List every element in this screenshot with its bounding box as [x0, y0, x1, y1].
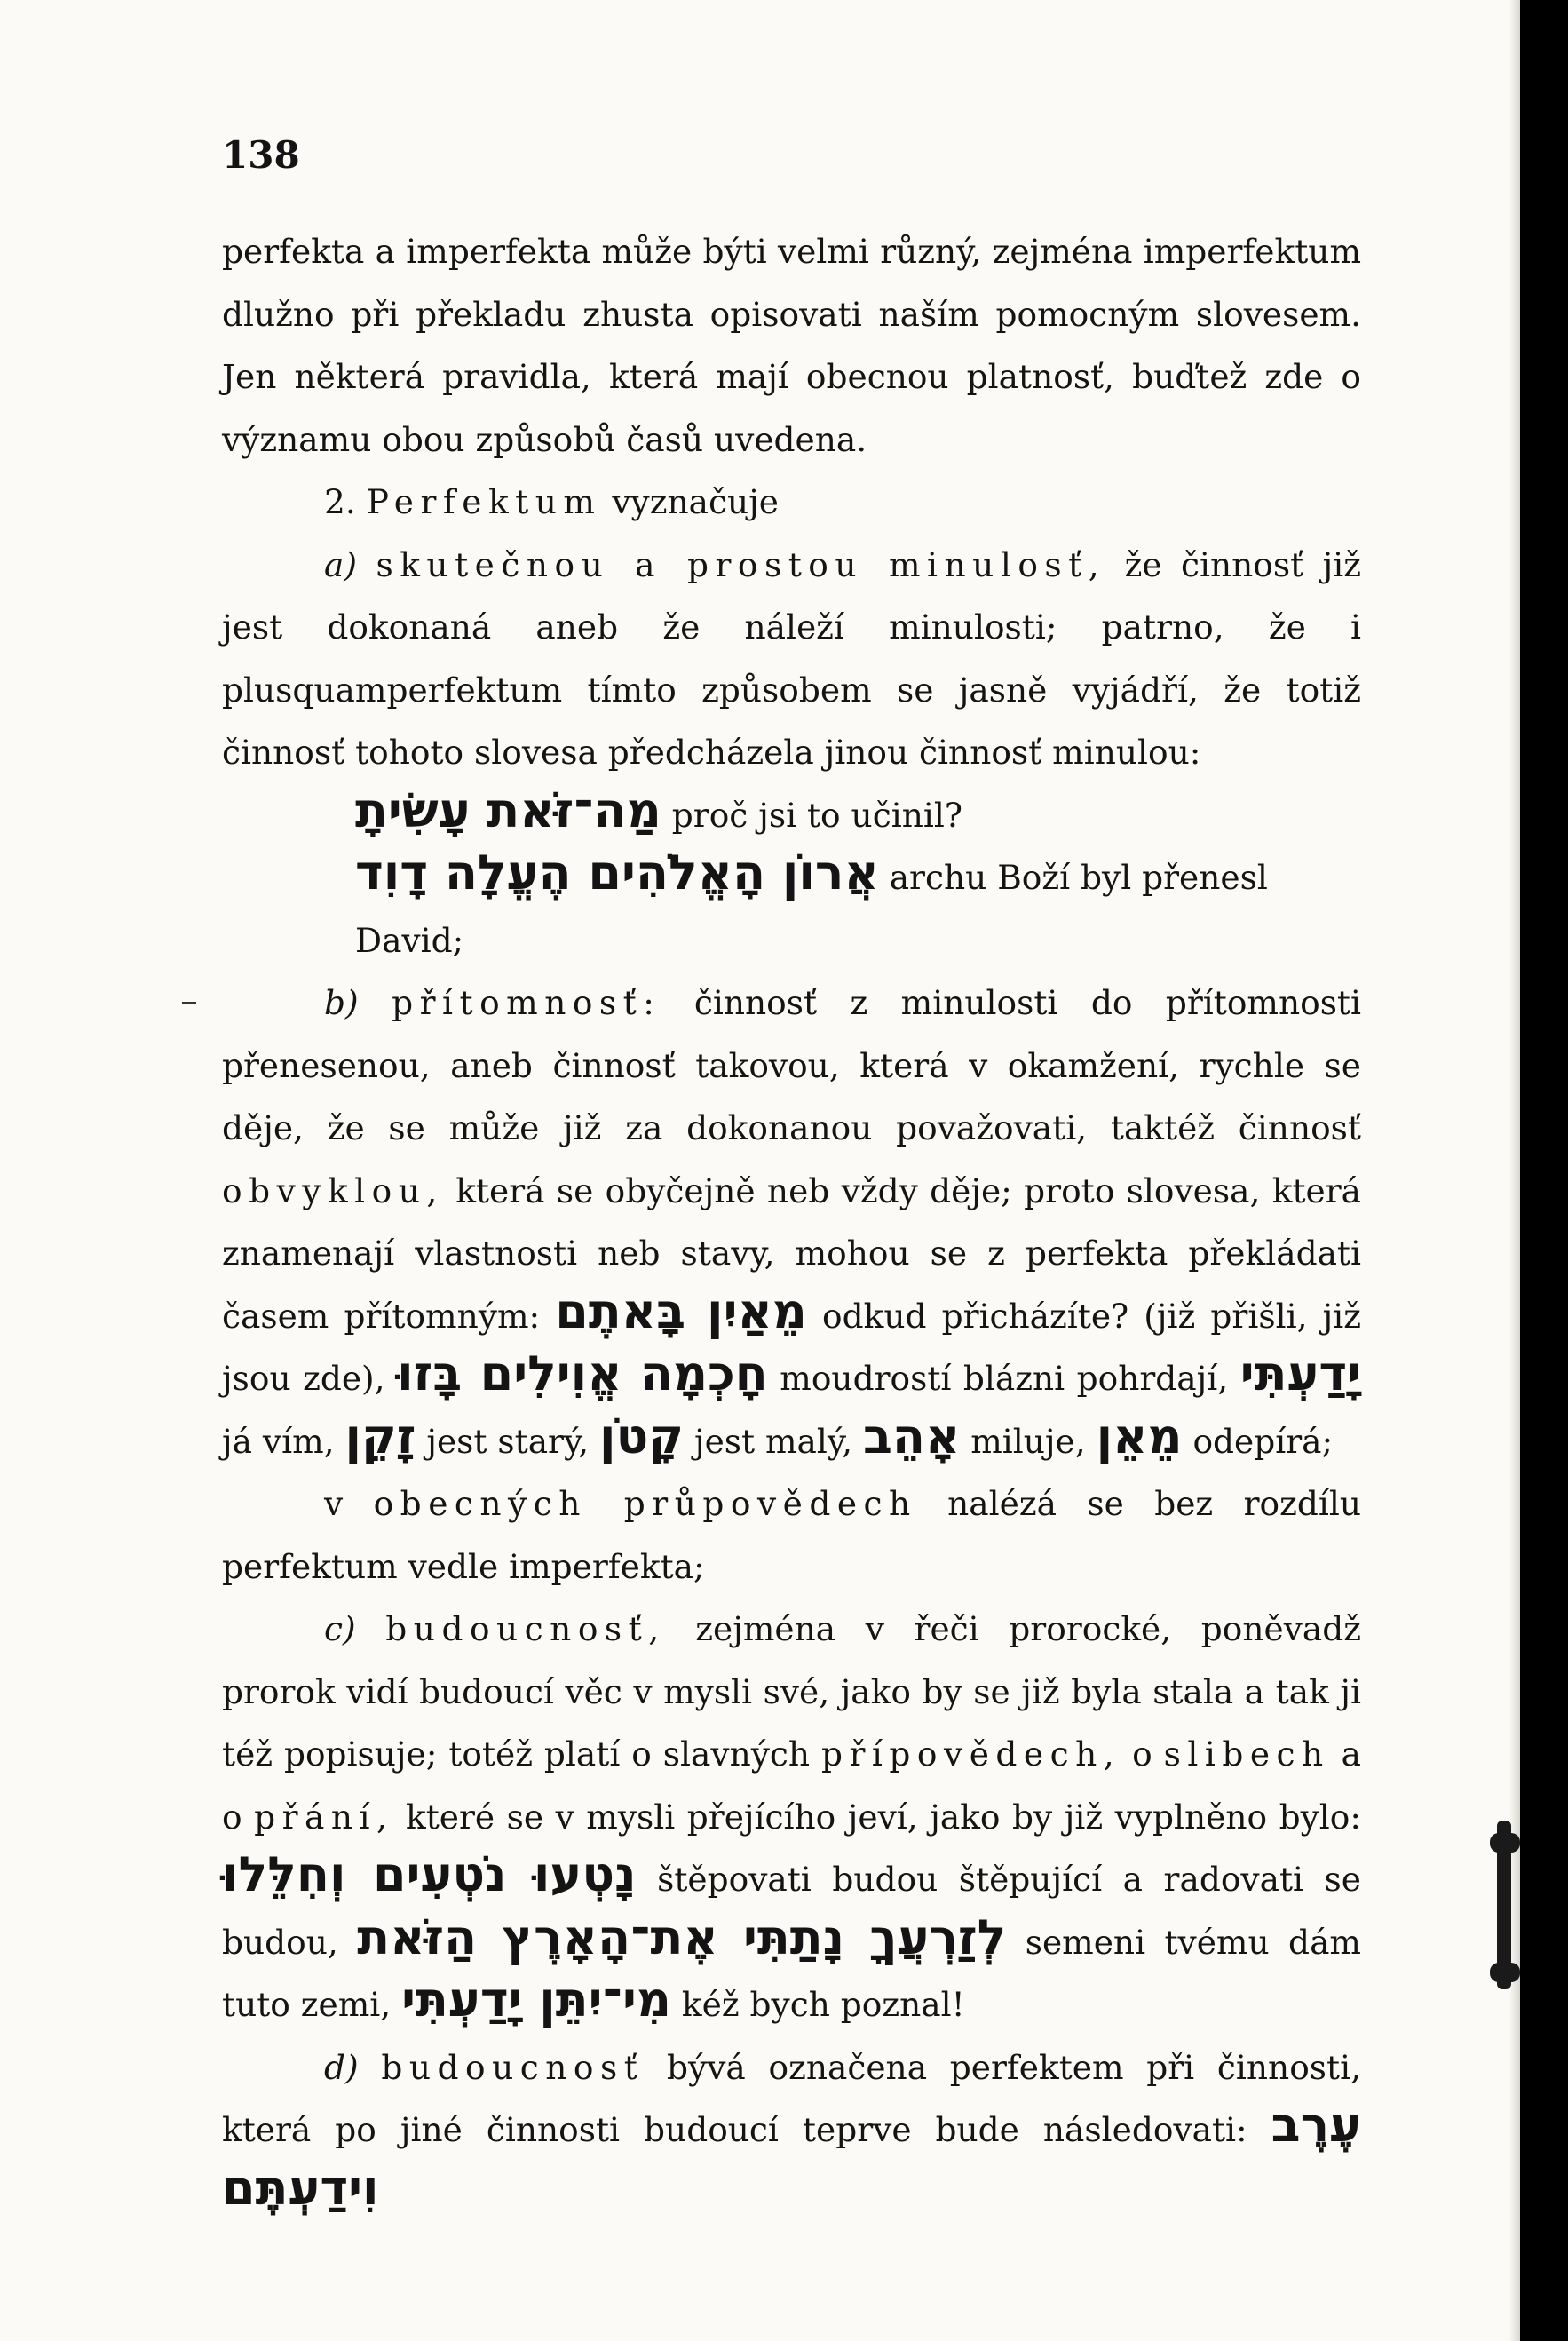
- section-text: v: [324, 1484, 344, 1523]
- section-text: zejména v řeči prorocké, poněvadž prorok vidí budoucí věc v mysli své, jako by se již byla stala a tak ji též popisuje; totéž platí o slavných: [222, 1609, 1362, 1774]
- translation-text: štěpovati budou štěpující a radovati se budou,: [222, 1860, 1361, 1962]
- section-label: b): [324, 983, 359, 1022]
- section-label: d): [324, 2047, 359, 2087]
- section-text: nalézá se bez rozdílu perfektum vedle imperfekta;: [222, 1484, 1361, 1586]
- section-b-sub: [222, 1472, 1361, 1598]
- section-a: [222, 534, 1361, 784]
- binding-nub: [1490, 1963, 1520, 1982]
- spaced-term: skutečnou a prostou minulosť,: [376, 544, 1106, 584]
- section-text: a o: [222, 1734, 1361, 1837]
- hebrew-text: נָטְעוּ נֹטְעִים וְחִלֵּלוּ: [222, 1846, 637, 1902]
- paragraph-text: vyznačuje: [612, 482, 779, 521]
- translation-text: semeni tvému dám tuto zemi,: [222, 1922, 1361, 2024]
- spaced-term: Perfektum: [366, 482, 602, 521]
- spaced-term: budoucnosť,: [385, 1609, 666, 1648]
- section-label: c): [324, 1609, 356, 1648]
- paragraph-number: 2.: [324, 482, 356, 521]
- body-text: [222, 220, 1361, 2224]
- hebrew-text: מַה־זֹּאת עָשִׂיתָ: [355, 782, 661, 838]
- section-text: které se v mysli přejícího jeví, jako by již vyplněno bylo:: [406, 1797, 1362, 1837]
- section-text: která se obyčejně neb vždy děje; proto slovesa, která znamenají vlastnosti neb stavy, mohou se z perfekta překládati časem přítomným:: [222, 1170, 1362, 1336]
- hebrew-text: אֲרוֹן הָאֱלֹהִים הֶעֱלָה דָוִד: [355, 845, 879, 901]
- translation-text: odepírá;: [1192, 1421, 1334, 1461]
- translation-text: já vím,: [222, 1421, 335, 1461]
- hebrew-text: מֵאַיִן בָּאתֶם: [555, 1282, 807, 1339]
- margin-dash-mark: [182, 1002, 196, 1004]
- translation-text: jest starý,: [426, 1421, 590, 1461]
- translation-text: odkud přicházíte? (již přišli, již jsou zde),: [222, 1296, 1362, 1398]
- binding-nub: [1490, 1833, 1520, 1853]
- translation-text: proč jsi to učinil?: [671, 795, 962, 835]
- translation-text: miluje,: [970, 1421, 1086, 1461]
- spaced-term: budoucnosť: [381, 2047, 645, 2087]
- section-label: a): [324, 544, 357, 584]
- translation-text: jest malý,: [693, 1421, 853, 1461]
- section-d: [222, 2036, 1361, 2225]
- hebrew-text: זָקֵן: [344, 1408, 416, 1464]
- hebrew-text: מֵאֵן: [1096, 1408, 1183, 1464]
- hebrew-text: קָטֹן: [599, 1408, 685, 1464]
- example-line-2: [222, 846, 1361, 972]
- section-text: že činnosť již jest dokonaná aneb že náleží minulosti; patrno, že i plusquamperfektum tímto způsobem se jasně vyjádří, že totiž činnosť tohoto slovesa předcházela jinou činnosť minulou:: [222, 544, 1362, 772]
- hebrew-text: יָדַעְתִּי: [1239, 1345, 1362, 1401]
- section-text: činnosť z minulosti do přítomnosti přenesenou, aneb činnosť takovou, která v okamžení, rychle se děje, že se může již za dokonanou považovati, taktéž činnosť: [222, 983, 1361, 1147]
- spaced-term: přítomnosť:: [392, 983, 661, 1022]
- translation-text: archu Boží byl přenesl David;: [355, 858, 1268, 960]
- hebrew-text: מִי־יִתֵּן יָדַעְתִּי: [401, 1972, 671, 2028]
- translation-text: moudrostí blázni pohrdají,: [780, 1359, 1229, 1398]
- page-number: 138: [222, 133, 300, 177]
- spaced-term: přání,: [254, 1797, 394, 1837]
- paragraph-2: [222, 471, 1361, 534]
- spaced-term: slibech: [1163, 1734, 1330, 1774]
- hebrew-text: עֶרֶב וִידַעְתֶּם: [222, 2097, 1361, 2216]
- paragraph-intro: [222, 220, 1361, 471]
- intro-text: perfekta a imperfekta může býti velmi různý, zejména imperfektum dlužno při překladu zhusta opisovati naším pomocným slovesem. Jen některá pravidla, která mají obecnou platnosť, buďtež zde o významu obou způsobů časů uvedena.: [222, 232, 1361, 459]
- margin-binding-mark: [1490, 1821, 1520, 1989]
- example-line-1: [222, 784, 1361, 847]
- section-c: [222, 1598, 1361, 2036]
- section-text: bývá označena perfektem při činnosti, která po jiné činnosti budoucí teprve bude následovati:: [222, 2047, 1362, 2149]
- page-edge-shadow: [1509, 0, 1520, 2341]
- spaced-term: obecných průpovědech: [373, 1484, 917, 1523]
- spaced-term: obvyklou,: [222, 1170, 444, 1210]
- hebrew-text: חָכְמָה אֱוִילִים בָּזוּ: [397, 1345, 768, 1401]
- hebrew-text: לְזַרְעֲךָ נָתַתִּי אֶת־הָאָרֶץ הַזֹּאת: [357, 1909, 1007, 1965]
- hebrew-text: אָהֵב: [862, 1408, 961, 1464]
- spaced-term: přípovědech,: [821, 1734, 1121, 1774]
- section-text: o: [1132, 1734, 1152, 1774]
- translation-text: kéž bych poznal!: [681, 1985, 965, 2024]
- section-b: [222, 972, 1361, 1472]
